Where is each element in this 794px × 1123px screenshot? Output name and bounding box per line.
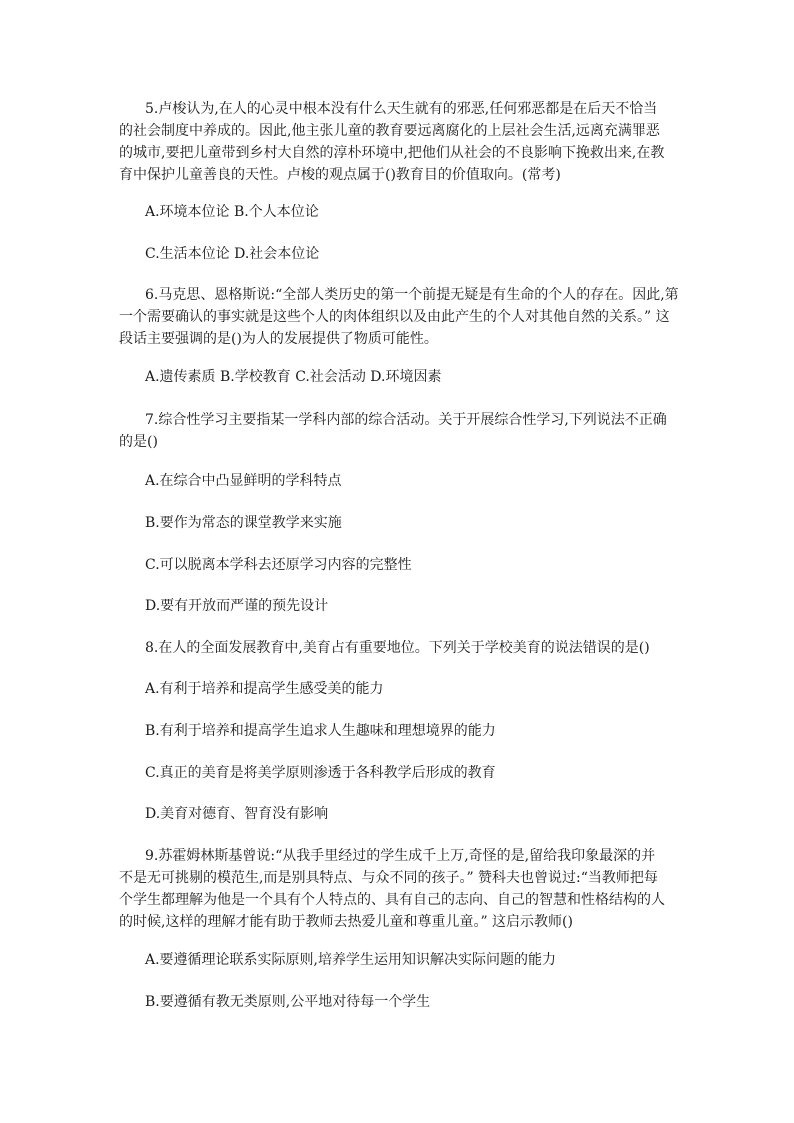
question-7-option-a: A.在综合中凸显鲜明的学科特点: [145, 473, 342, 489]
question-9-stem: [119, 845, 679, 933]
question-5-option-cd: C.生活本位论 D.社会本位论: [145, 246, 320, 262]
question-7-option-c: C.可以脱离本学科去还原学习内容的完整性: [145, 557, 412, 573]
question-5-line-1: 5.卢梭认为,在人的心灵中根本没有什么天生就有的邪恶,任何邪恶都是在后天不恰当: [145, 101, 658, 117]
question-9-line-3: 个学生都理解为他是一个具有个人特点的、具有自己的志向、自己的智慧和性格结构的人: [119, 892, 665, 908]
question-7-option-b: B.要作为常态的课堂教学来实施: [145, 515, 342, 531]
question-8-line-1: 8.在人的全面发展教育中,美育占有重要地位。下列关于学校美育的说法错误的是(): [145, 640, 650, 656]
question-5-line-2: 的社会制度中养成的。因此,他主张儿童的教育要远离腐化的上层社会生活,远离充满罪恶: [119, 123, 660, 139]
question-6-stem: [119, 284, 679, 350]
question-8-option-b: B.有利于培养和提高学生追求人生趣味和理想境界的能力: [145, 723, 496, 739]
question-7-option-d: D.要有开放而严谨的预先设计: [145, 598, 329, 614]
question-8-option-c: C.真正的美育是将美学原则渗透于各科教学后形成的教育: [145, 765, 496, 781]
question-6-line-1: 6.马克思、恩格斯说:“全部人类历史的第一个前提无疑是有生命的个人的存在。因此,第: [145, 287, 679, 303]
question-7-stem: [119, 409, 679, 453]
question-8-option-d: D.美育对德育、智育没有影响: [145, 806, 329, 822]
question-5-option-ab: A.环境本位论 B.个人本位论: [145, 204, 319, 220]
question-9-line-4: 的时候,这样的理解才能有助于教师去热爱儿童和尊重儿童。” 这启示教师(): [119, 914, 573, 930]
question-6-line-3: 段话主要强调的是()为人的发展提供了物质可能性。: [119, 331, 438, 347]
question-5-stem: [119, 98, 679, 186]
question-5-line-4: 育中保护儿童善良的天性。卢梭的观点属于()教育目的价值取向。(常考): [119, 167, 561, 183]
question-8-stem: [119, 637, 679, 659]
question-6-line-2: 一个需要确认的事实就是这些个人的肉体组织以及由此产生的个人对其他自然的关系。” 这: [119, 309, 670, 325]
question-7-line-2: 的是(): [119, 434, 158, 450]
question-5-line-3: 的城市,要把儿童带到乡村大自然的淳朴环境中,把他们从社会的不良影响下挽救出来,在教: [119, 145, 665, 161]
question-7-line-1: 7.综合性学习主要指某一学科内部的综合活动。关于开展综合性学习,下列说法不正确: [145, 412, 667, 428]
question-6-options: A.遗传素质 B.学校教育 C.社会活动 D.环境因素: [145, 369, 442, 385]
question-9-option-b: B.要遵循有教无类原则,公平地对待每一个学生: [145, 994, 431, 1010]
question-9-line-1: 9.苏霍姆林斯基曾说:“从我手里经过的学生成千上万,奇怪的是,留给我印象最深的并: [145, 848, 656, 864]
question-9-line-2: 不是无可挑剔的模范生,而是别具特点、与众不同的孩子。” 赞科夫也曾说过:“当教师把每: [119, 870, 658, 886]
question-8-option-a: A.有利于培养和提高学生感受美的能力: [145, 681, 384, 697]
question-9-option-a: A.要遵循理论联系实际原则,培养学生运用知识解决实际问题的能力: [145, 952, 557, 968]
